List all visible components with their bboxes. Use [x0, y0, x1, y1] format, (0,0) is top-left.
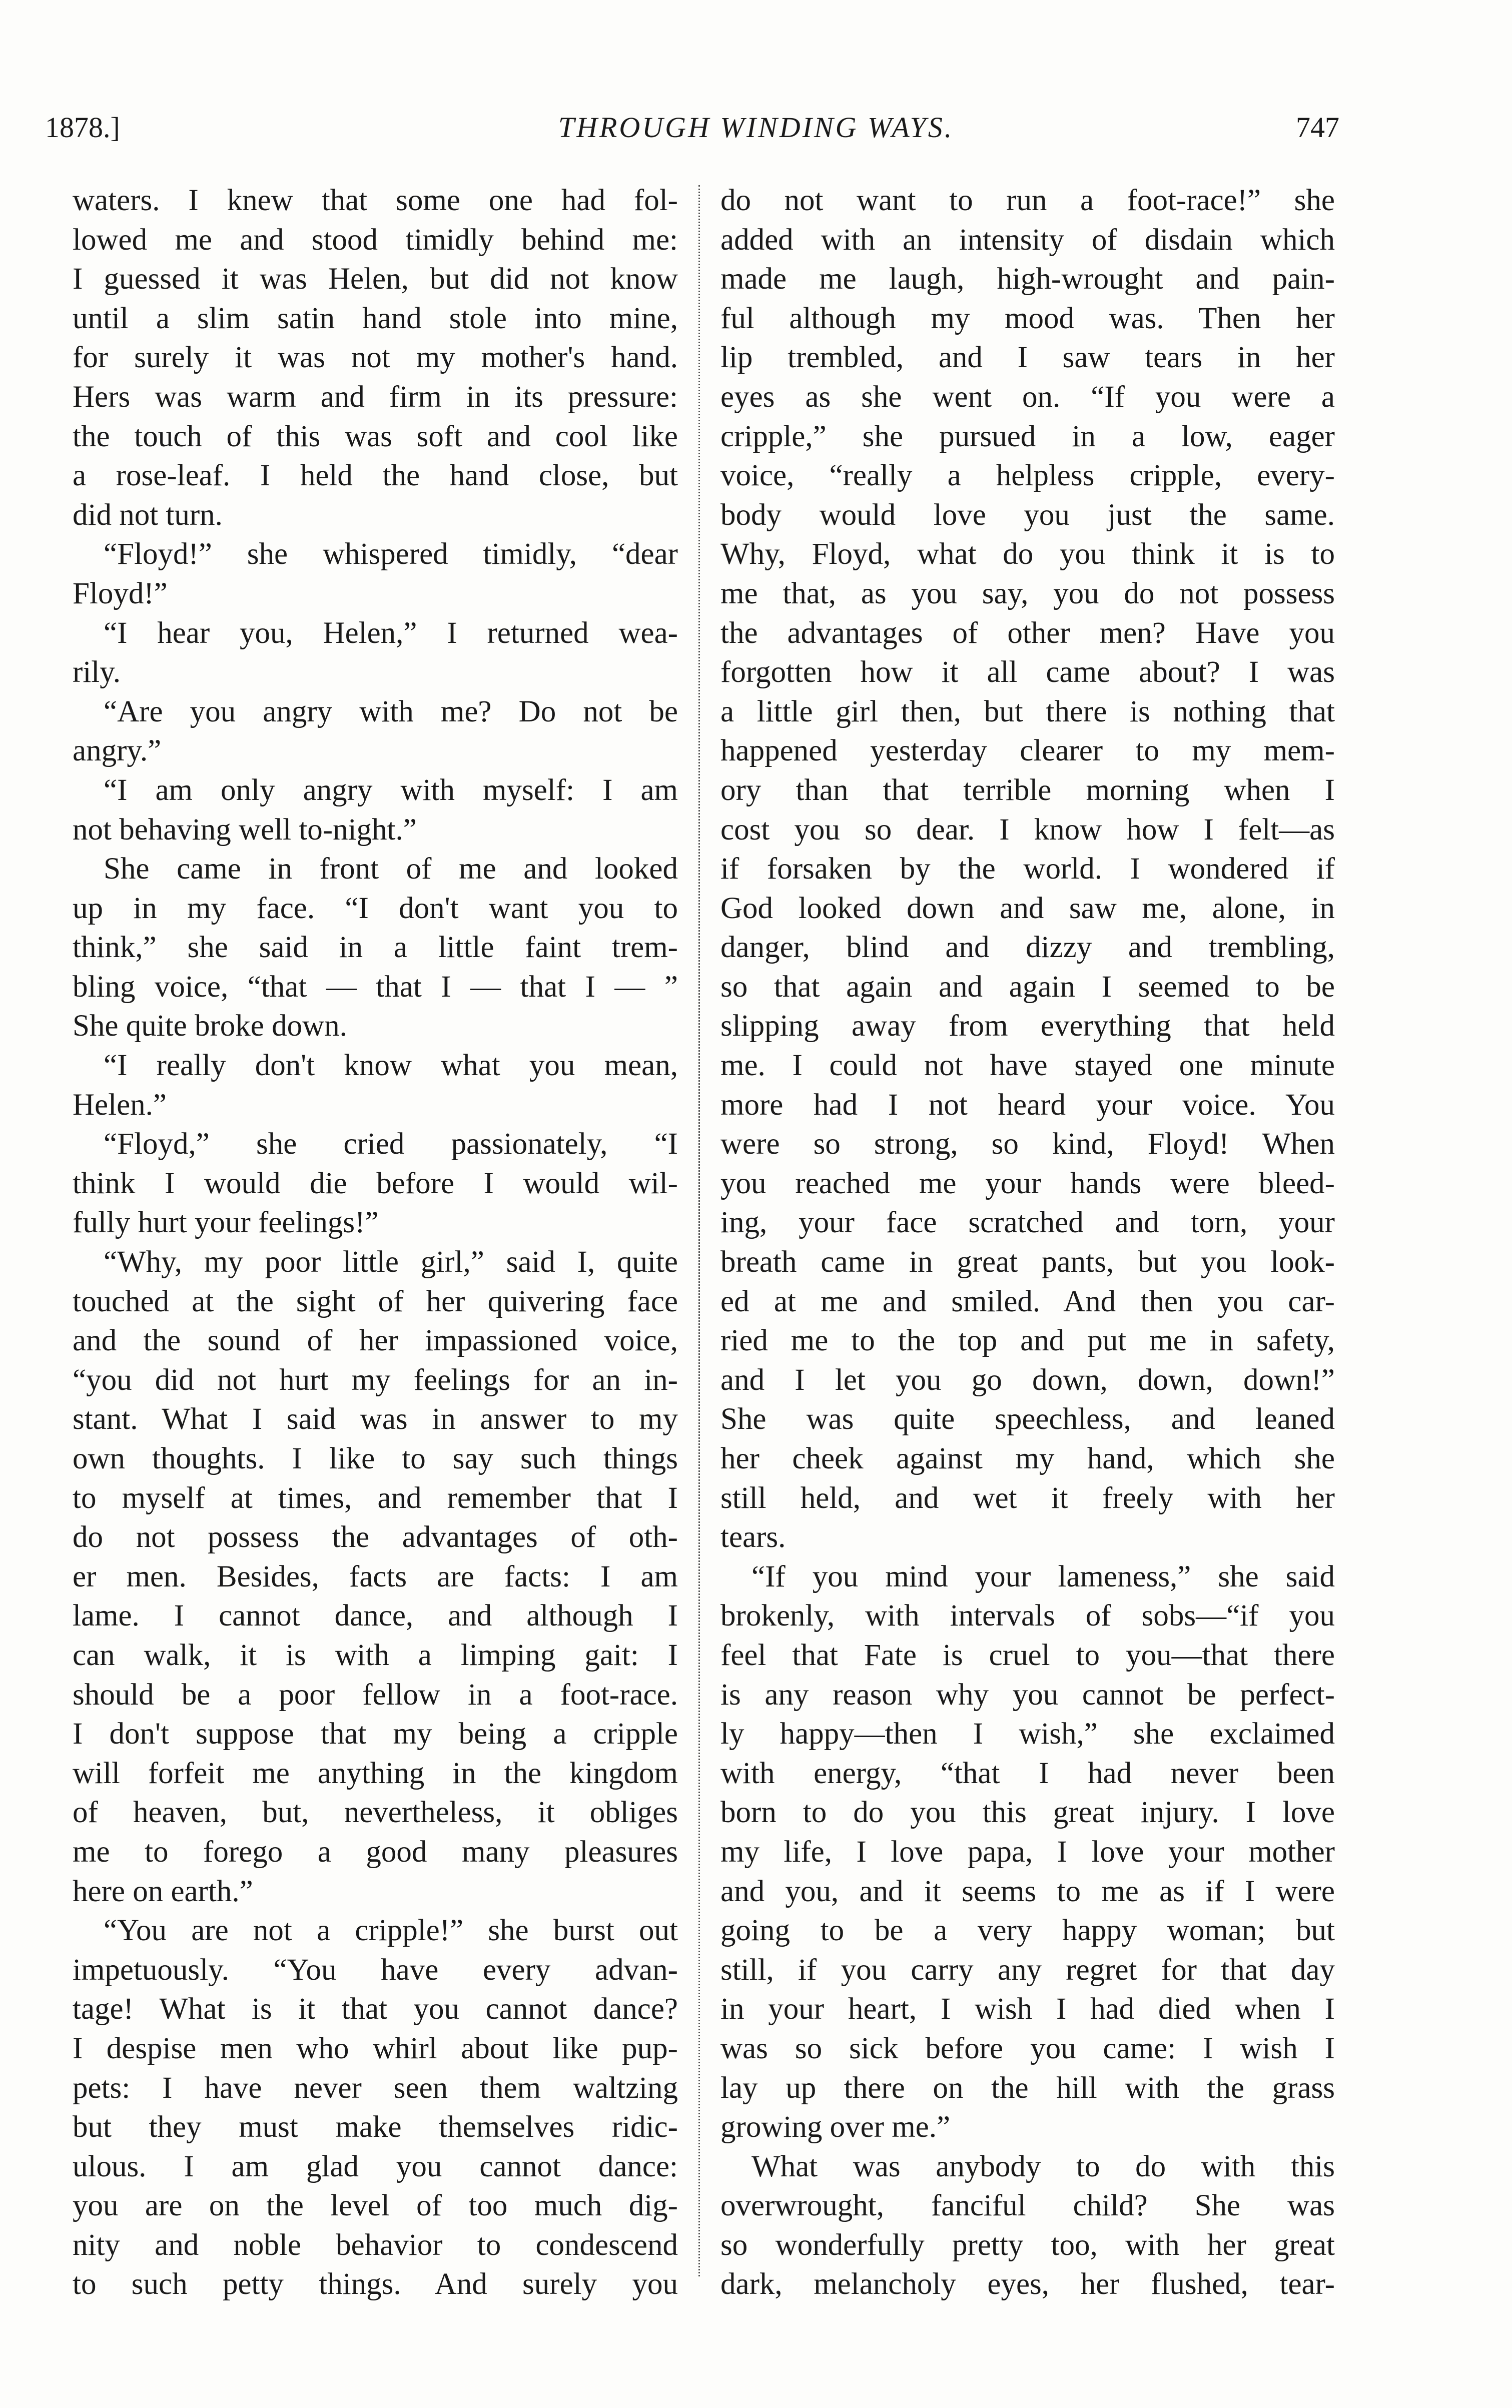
text-line: stant. What I said was in answer to my	[73, 1402, 678, 1436]
text-line: you are on the level of too much dig-	[73, 2189, 678, 2223]
text-line: more had I not heard your voice. You	[720, 1088, 1335, 1122]
text-line: cripple,” she pursued in a low, eager	[720, 419, 1335, 453]
text-line: so that again and again I seemed to be	[720, 970, 1335, 1004]
text-line: Hers was warm and firm in its pressure:	[73, 380, 678, 414]
text-line: the advantages of other men? Have you	[720, 616, 1335, 650]
text-line: do not want to run a foot-race!” she	[720, 184, 1335, 217]
text-line: bling voice, “that — that I — that I — ”	[73, 970, 678, 1004]
text-line: not behaving well to-night.”	[73, 813, 417, 847]
text-line: brokenly, with intervals of sobs—“if you	[720, 1599, 1335, 1633]
paragraph	[73, 614, 678, 692]
text-line: of heaven, but, nevertheless, it obliges	[73, 1796, 678, 1830]
text-line: a rose-leaf. I held the hand close, but	[73, 459, 678, 493]
text-line: to myself at times, and remember that I	[73, 1481, 678, 1515]
text-line: me to forego a good many pleasures	[73, 1835, 678, 1869]
text-line: if forsaken by the world. I wondered if	[720, 852, 1335, 886]
text-line: in your heart, I wish I had died when I	[720, 1992, 1335, 2026]
text-line: made me laugh, high-wrought and pain-	[720, 262, 1335, 296]
text-line: er men. Besides, facts are facts: I am	[73, 1559, 678, 1593]
text-line: danger, blind and dizzy and trembling,	[720, 931, 1335, 965]
text-line: with energy, “that I had never been	[720, 1756, 1335, 1790]
text-line: She came in front of me and looked	[104, 852, 678, 886]
text-line: She quite broke down.	[73, 1009, 347, 1043]
paragraph	[73, 1243, 678, 1911]
text-line: ory than that terrible morning when I	[720, 773, 1335, 807]
text-line: added with an intensity of disdain which	[720, 223, 1335, 257]
text-line: for surely it was not my mother's hand.	[73, 341, 678, 375]
text-line: “Floyd!” she whispered timidly, “dear	[104, 537, 678, 571]
text-line: were so strong, so kind, Floyd! When	[720, 1127, 1335, 1161]
text-line: body would love you just the same.	[720, 498, 1335, 532]
text-line: did not turn.	[73, 498, 223, 532]
text-line: angry.”	[73, 734, 162, 768]
text-line: so wonderfully pretty too, with her great	[720, 2228, 1335, 2262]
text-line: Floyd!”	[73, 576, 168, 610]
text-line: and you, and it seems to me as if I were	[720, 1874, 1335, 1908]
text-line: overwrought, fanciful child? She was	[720, 2189, 1335, 2223]
text-line: “you did not hurt my feelings for an in-	[73, 1363, 678, 1397]
text-line: cost you so dear. I know how I felt—as	[720, 813, 1335, 847]
text-line: I don't suppose that my being a cripple	[73, 1717, 678, 1751]
text-line: lame. I cannot dance, and although I	[73, 1599, 678, 1633]
text-line: can walk, it is with a limping gait: I	[73, 1638, 678, 1672]
text-line: do not possess the advantages of oth-	[73, 1520, 678, 1554]
text-line: ful although my mood was. Then her	[720, 301, 1335, 335]
text-line: God looked down and saw me, alone, in	[720, 891, 1335, 925]
text-line: forgotten how it all came about? I was	[720, 655, 1335, 689]
text-line: “I am only angry with myself: I am	[104, 773, 678, 807]
text-line: ried me to the top and put me in safety,	[720, 1324, 1335, 1358]
paragraph	[73, 1125, 678, 1243]
text-line: “I hear you, Helen,” I returned wea-	[104, 616, 678, 650]
text-line: slipping away from everything that held	[720, 1009, 1335, 1043]
text-line: here on earth.”	[73, 1874, 253, 1908]
paragraph	[73, 181, 678, 535]
text-line: ulous. I am glad you cannot dance:	[73, 2149, 678, 2183]
text-line: a little girl then, but there is nothing that	[720, 694, 1335, 728]
text-line: eyes as she went on. “If you were a	[720, 380, 1335, 414]
text-line: ly happy—then I wish,” she exclaimed	[720, 1717, 1335, 1751]
text-line: me that, as you say, you do not possess	[720, 576, 1335, 610]
paragraph	[720, 2147, 1335, 2304]
text-line: tage! What is it that you cannot dance?	[73, 1992, 678, 2026]
text-line: going to be a very happy woman; but	[720, 1914, 1335, 1948]
text-line: rily.	[73, 655, 121, 689]
text-line: you reached me your hands were bleed-	[720, 1166, 1335, 1200]
text-column-left	[73, 181, 678, 2304]
header-year: 1878.]	[45, 111, 120, 144]
text-line: will forfeit me anything in the kingdom	[73, 1756, 678, 1790]
text-line: me. I could not have stayed one minute	[720, 1049, 1335, 1083]
page-number: 747	[1296, 111, 1339, 144]
paragraph	[720, 181, 1335, 1557]
paragraph	[73, 692, 678, 771]
text-line: “If you mind your lameness,” she said	[751, 1559, 1335, 1593]
text-line: Helen.”	[73, 1088, 167, 1122]
text-line: lip trembled, and I saw tears in her	[720, 341, 1335, 375]
text-line: “Why, my poor little girl,” said I, quite	[104, 1245, 678, 1279]
text-line: “You are not a cripple!” she burst out	[104, 1914, 678, 1948]
text-line: nity and noble behavior to condescend	[73, 2228, 678, 2262]
text-line: “I really don't know what you mean,	[104, 1049, 678, 1083]
text-line: think,” she said in a little faint trem-	[73, 931, 678, 965]
text-line: “Are you angry with me? Do not be	[104, 694, 678, 728]
text-line: but they must make themselves ridic-	[73, 2110, 678, 2144]
text-line: fully hurt your feelings!”	[73, 1206, 379, 1240]
text-line: should be a poor fellow in a foot-race.	[73, 1678, 678, 1712]
text-line: ed at me and smiled. And then you car-	[720, 1284, 1335, 1318]
running-title: THROUGH WINDING WAYS.	[558, 111, 954, 144]
text-line: tears.	[720, 1520, 786, 1554]
text-line: still held, and wet it freely with her	[720, 1481, 1335, 1515]
text-line: voice, “really a helpless cripple, every-	[720, 459, 1335, 493]
text-line: happened yesterday clearer to my mem-	[720, 734, 1335, 768]
text-line: still, if you carry any regret for that day	[720, 1953, 1335, 1987]
text-line: I guessed it was Helen, but did not know	[73, 262, 678, 296]
paragraph	[73, 535, 678, 613]
text-line: her cheek against my hand, which she	[720, 1442, 1335, 1475]
text-line: the touch of this was soft and cool like	[73, 419, 678, 453]
text-line: and the sound of her impassioned voice,	[73, 1324, 678, 1358]
text-line: I despise men who whirl about like pup-	[73, 2031, 678, 2065]
text-line: is any reason why you cannot be perfect-	[720, 1678, 1335, 1712]
text-line: She was quite speechless, and leaned	[720, 1402, 1335, 1436]
text-line: lay up there on the hill with the grass	[720, 2071, 1335, 2105]
text-line: and I let you go down, down, down!”	[720, 1363, 1335, 1397]
paragraph	[720, 1557, 1335, 2147]
text-line: to such petty things. And surely you	[73, 2267, 678, 2301]
text-line: up in my face. “I don't want you to	[73, 891, 678, 925]
text-line: growing over me.”	[720, 2110, 951, 2144]
text-line: ing, your face scratched and torn, your	[720, 1206, 1335, 1240]
text-line: own thoughts. I like to say such things	[73, 1442, 678, 1475]
text-line: impetuously. “You have every advan-	[73, 1953, 678, 1987]
text-column-right	[720, 181, 1335, 2304]
text-line: What was anybody to do with this	[751, 2149, 1335, 2183]
text-line: waters. I knew that some one had fol-	[73, 184, 678, 217]
paragraph	[73, 1911, 678, 2304]
text-line: Why, Floyd, what do you think it is to	[720, 537, 1335, 571]
column-divider	[698, 185, 700, 2276]
text-line: dark, melancholy eyes, her flushed, tear-	[720, 2267, 1335, 2301]
text-line: feel that Fate is cruel to you—that there	[720, 1638, 1335, 1672]
paragraph	[73, 850, 678, 1046]
text-line: my life, I love papa, I love your mother	[720, 1835, 1335, 1869]
text-line: think I would die before I would wil-	[73, 1166, 678, 1200]
text-line: breath came in great pants, but you look-	[720, 1245, 1335, 1279]
text-line: was so sick before you came: I wish I	[720, 2031, 1335, 2065]
text-line: touched at the sight of her quivering face	[73, 1284, 678, 1318]
text-line: born to do you this great injury. I love	[720, 1796, 1335, 1830]
text-line: lowed me and stood timidly behind me:	[73, 223, 678, 257]
text-line: until a slim satin hand stole into mine,	[73, 301, 678, 335]
text-line: pets: I have never seen them waltzing	[73, 2071, 678, 2105]
paragraph	[73, 771, 678, 850]
paragraph	[73, 1046, 678, 1125]
text-line: “Floyd,” she cried passionately, “I	[104, 1127, 678, 1161]
